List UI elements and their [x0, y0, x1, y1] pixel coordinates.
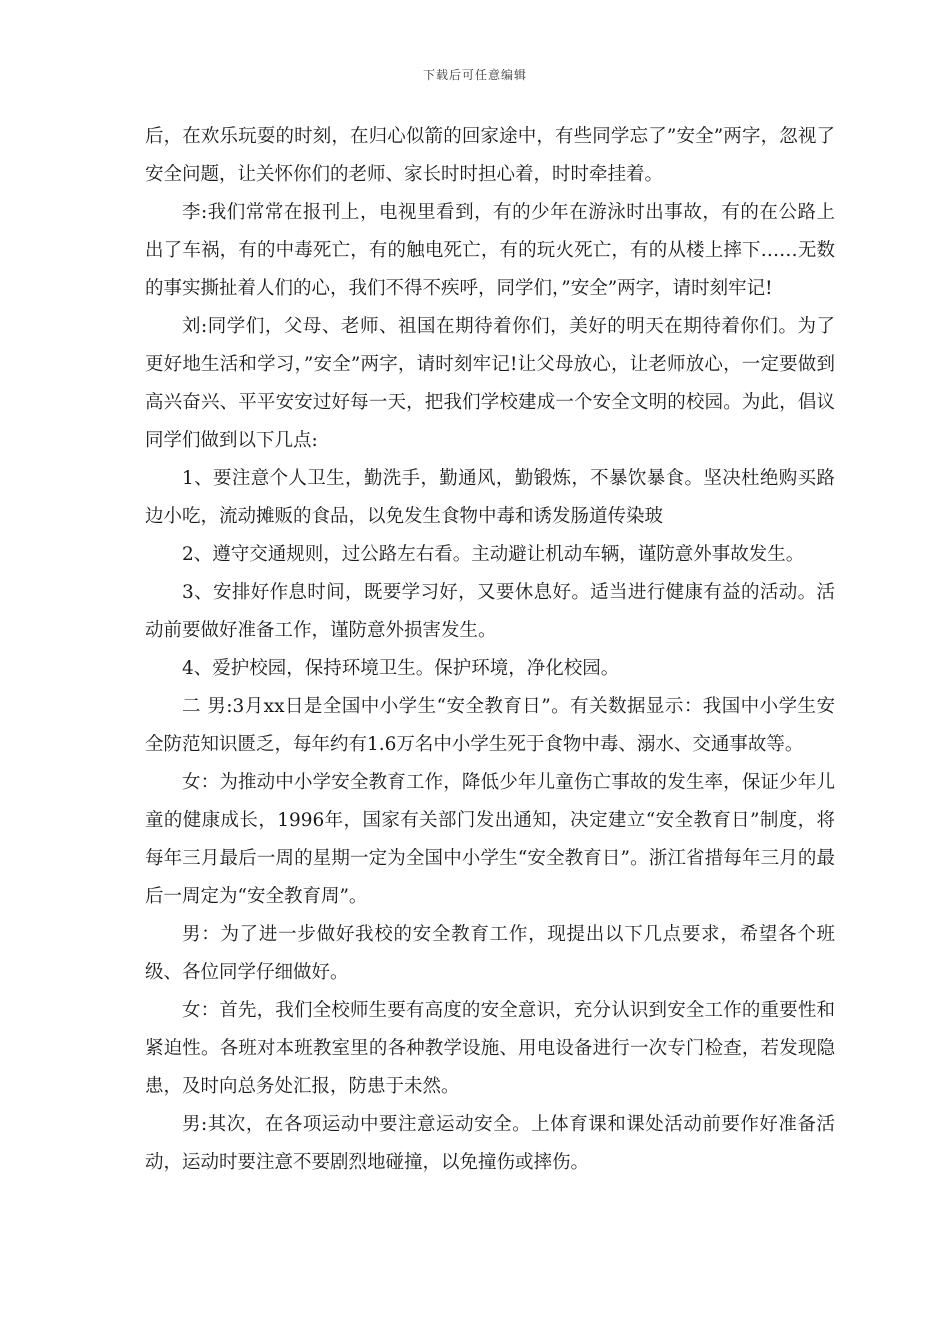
- document-body: [145, 118, 835, 1182]
- paragraph: 李:我们常常在报刊上，电视里看到，有的少年在游泳时出事故，有的在公路上出了车祸，有的中毒死亡，有的触电死亡，有的玩火死亡，有的从楼上摔下……无数的事实撕扯着人们的心，我们不得不疾呼，同学们，”安全”两字，请时刻牢记!: [145, 202, 835, 299]
- list-item: 4、爱护校园，保持环境卫生。保护环境，净化校园。: [182, 658, 620, 679]
- paragraph: 刘:同学们，父母、老师、祖国在期待着你们，美好的明天在期待着你们。为了更好地生活和学习，”安全”两字，请时刻牢记!让父母放心，让老师放心，一定要做到高兴奋兴、平平安安过好每一天，把我们学校建成一个安全文明的校园。为此，倡议同学们做到以下几点:: [145, 316, 835, 451]
- paragraph: 后，在欢乐玩耍的时刻，在归心似箭的回家途中，有些同学忘了”安全”两字，忽视了安全问题，让关怀你们的老师、家长时时担心着，时时牵挂着。: [145, 126, 835, 185]
- page-header: 下载后可任意编辑: [422, 68, 527, 82]
- paragraph: 男：为了进一步做好我校的安全教育工作，现提出以下几点要求，希望各个班级、各位同学仔细做好。: [145, 924, 835, 983]
- paragraph: 女：首先，我们全校师生要有高度的安全意识，充分认识到安全工作的重要性和紧迫性。各班对本班教室里的各种教学设施、用电设备进行一次专门检查，若发现隐患，及时向总务处汇报，防患于未然。: [145, 1000, 835, 1097]
- paragraph: 二 男:3月xx日是全国中小学生“安全教育日”。有关数据显示：我国中小学生安全防范知识匮乏，每年约有1.6万名中小学生死于食物中毒、溺水、交通事故等。: [145, 696, 835, 755]
- list-item: 1、要注意个人卫生，勤洗手，勤通风，勤锻炼，不暴饮暴食。坚决杜绝购买路边小吃，流动摊贩的食品，以免发生食物中毒和诱发肠道传染玻: [145, 468, 835, 527]
- list-item: 2、遵守交通规则，过公路左右看。主动避让机动车辆，谨防意外事故发生。: [182, 544, 805, 565]
- list-item: 3、安排好作息时间，既要学习好，又要休息好。适当进行健康有益的活动。活动前要做好准备工作，谨防意外损害发生。: [145, 582, 835, 641]
- paragraph: 男:其次，在各项运动中要注意运动安全。上体育课和课处活动前要作好准备活动，运动时要注意不要剧烈地碰撞，以免撞伤或摔伤。: [145, 1114, 835, 1173]
- paragraph: 女：为推动中小学安全教育工作，降低少年儿童伤亡事故的发生率，保证少年儿童的健康成长，1996年，国家有关部门发出通知，决定建立“安全教育日”制度，将每年三月最后一周的星期一定为全国中小学生“安全教育日”。浙江省措每年三月的最后一周定为“安全教育周”。: [145, 772, 835, 907]
